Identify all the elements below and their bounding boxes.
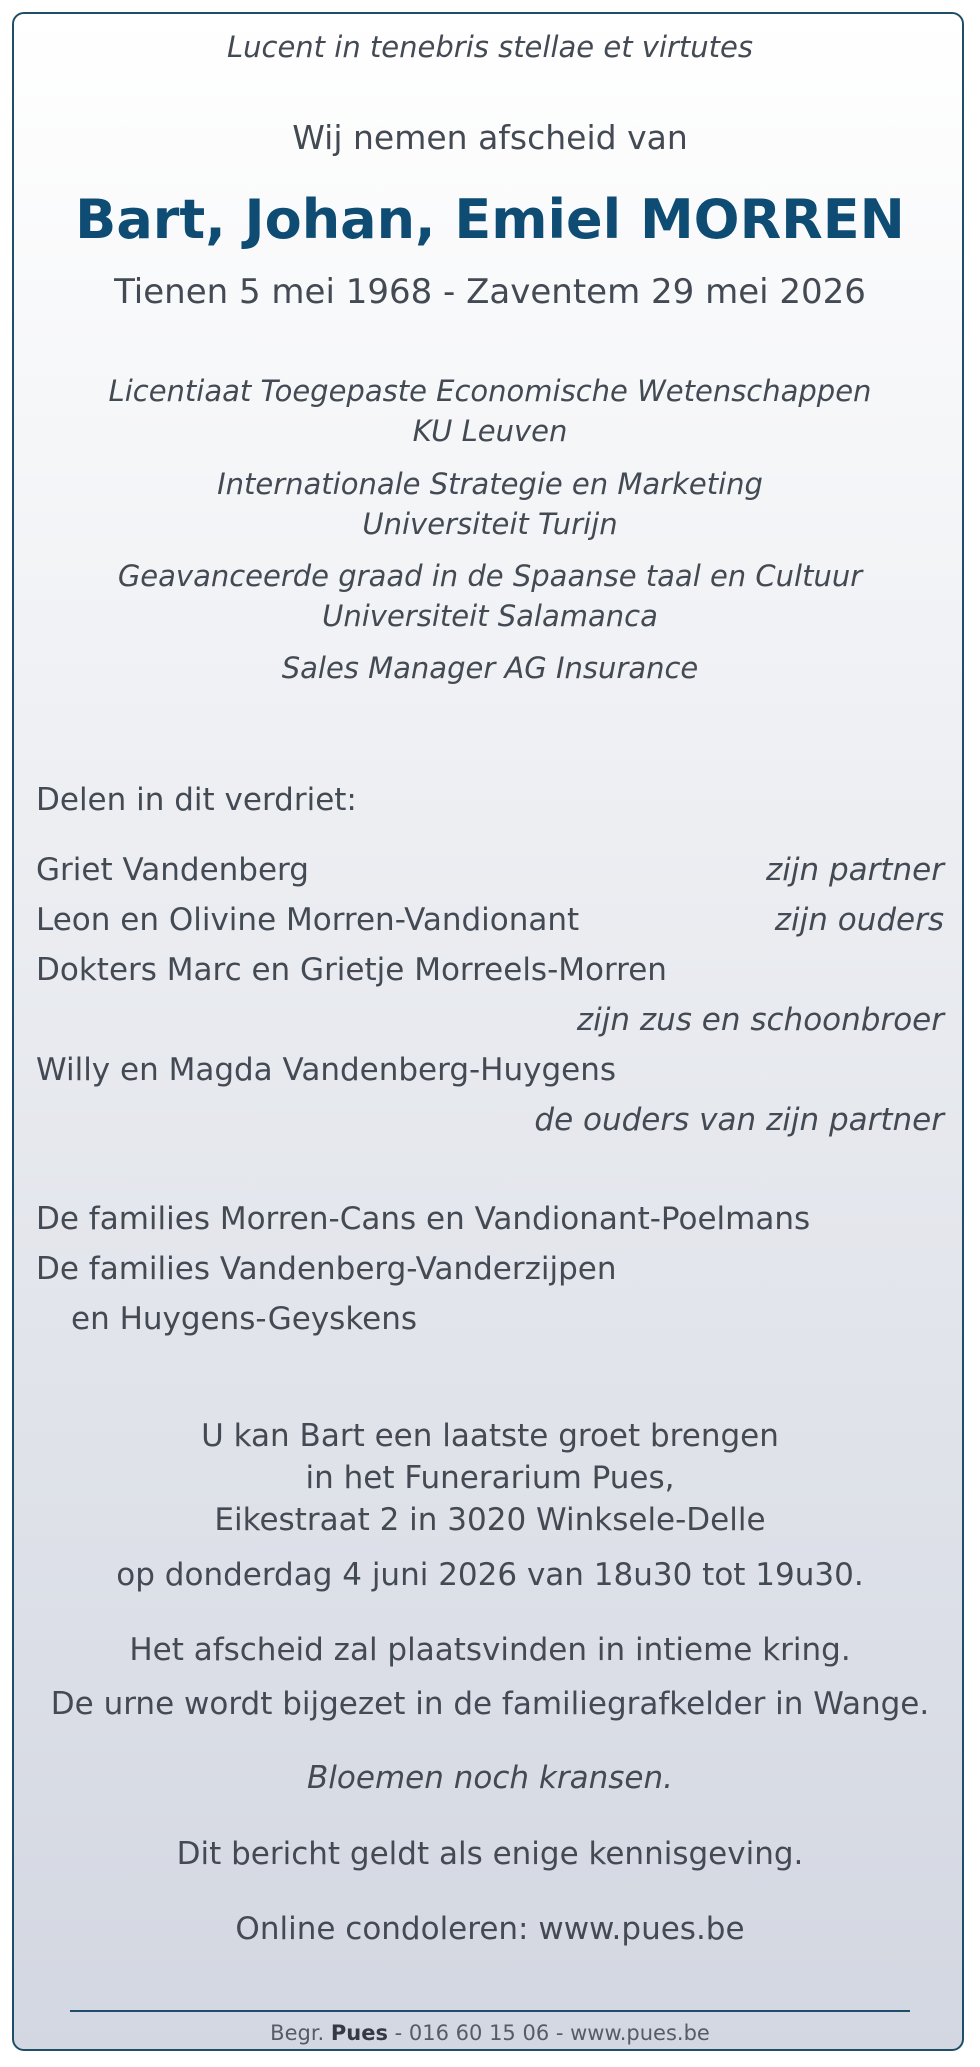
family-line: De families Morren-Cans en Vandionant-Poelmans xyxy=(36,1201,811,1237)
visit-address: Eikestraat 2 in 3020 Winksele-Delle xyxy=(214,1502,766,1538)
deceased-name: Bart, Johan, Emiel MORREN xyxy=(75,188,905,251)
visit-line: in het Funerarium Pues, xyxy=(305,1460,675,1496)
family-line: De families Vandenberg-Vanderzijpen xyxy=(36,1251,617,1287)
mourner-relation: zijn zus en schoonbroer xyxy=(576,1002,944,1038)
footer-credit xyxy=(0,2021,980,2045)
mourner-relation: de ouders van zijn partner xyxy=(534,1102,944,1138)
footer-prefix: Begr. xyxy=(270,2021,331,2045)
lead-text: Wij nemen afscheid van xyxy=(292,118,688,157)
mourner-name: Leon en Olivine Morren-Vandionant xyxy=(36,902,580,938)
footer-brand: Pues xyxy=(330,2021,388,2045)
flowers-note: Bloemen noch kransen. xyxy=(307,1760,673,1796)
footer-divider xyxy=(70,2010,910,2012)
visit-time: op donderdag 4 juni 2026 van 18u30 tot 19u30. xyxy=(116,1557,864,1593)
motto: Lucent in tenebris stellae et virtutes xyxy=(226,30,753,64)
online-condolence: Online condoleren: www.pues.be xyxy=(235,1911,745,1947)
credential-degree-1: Licentiaat Toegepaste Economische Wetenschappen xyxy=(108,374,872,408)
mourner-name: Griet Vandenberg xyxy=(36,852,309,888)
ceremony-note: Het afscheid zal plaatsvinden in intieme kring. xyxy=(129,1632,851,1668)
mourners-intro: Delen in dit verdriet: xyxy=(36,782,357,818)
footer-contact: - 016 60 15 06 - www.pues.be xyxy=(387,2021,710,2045)
credential-school-3: Universiteit Salamanca xyxy=(322,599,658,633)
mourner-name: Willy en Magda Vandenberg-Huygens xyxy=(36,1052,617,1088)
mourner-relation: zijn partner xyxy=(765,852,944,888)
mourner-relation: zijn ouders xyxy=(774,902,944,938)
credential-school-2: Universiteit Turijn xyxy=(362,507,618,541)
credential-job: Sales Manager AG Insurance xyxy=(281,651,699,685)
credential-degree-3: Geavanceerde graad in de Spaanse taal en Cultuur xyxy=(117,559,863,593)
urn-note: De urne wordt bijgezet in de familiegrafkelder in Wange. xyxy=(50,1686,930,1722)
credential-degree-2: Internationale Strategie en Marketing xyxy=(217,467,763,501)
visit-line: U kan Bart een laatste groet brengen xyxy=(201,1418,779,1454)
mourner-name: Dokters Marc en Grietje Morreels-Morren xyxy=(36,952,667,988)
life-dates: Tienen 5 mei 1968 - Zaventem 29 mei 2026 xyxy=(114,272,866,312)
credential-school-1: KU Leuven xyxy=(412,414,568,448)
notice-note: Dit bericht geldt als enige kennisgeving. xyxy=(176,1836,804,1872)
family-line: en Huygens-Geyskens xyxy=(71,1301,418,1337)
